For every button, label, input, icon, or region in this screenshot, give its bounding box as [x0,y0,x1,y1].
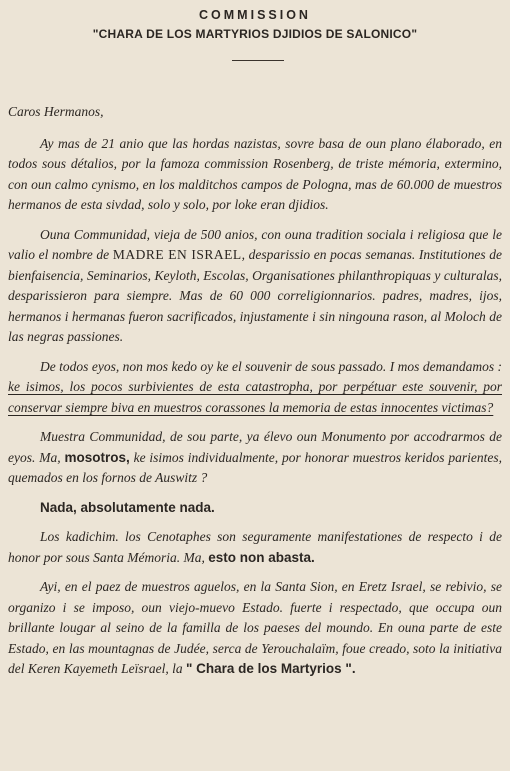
paragraph-4-text-b: ke isimos individualmente, por honorar muestros keridos parientes, quemados en los fornos de Auswitz ? [8,449,503,485]
paragraph-1: Ay mas de 21 anio que las hordas nazistas, sovre basa de oun plano élaborado, en todos sous détalios, por la famoza commission Rosenberg, de triste mémoria, extermino, con oun calmo cynismo, en los malditchos campos de Pologna, mas de 60.000 de muestros hermanos de esta sivdad, solo y solo, por loke eran djidios. [8,135,502,212]
paragraph-6 [8,577,502,680]
header-subtitle: "CHARA DE LOS MARTYRIOS DJIDIOS DE SALONICO" [92,27,418,41]
paragraph-3 [8,357,502,419]
paragraph-3-text-a: De todos eyos, non mos kedo oy ke el souvenir de sous passado. I mos demandamos : [40,358,502,374]
header-title: COMMISSION [199,8,311,22]
paragraph-2 [8,225,502,348]
letter-body [8,102,502,689]
madre-en-israel-text: MADRE EN ISRAEL [112,247,242,262]
paragraph-4 [8,427,502,489]
nada-line [8,498,502,519]
esto-non-abasta-bold: esto non abasta. [208,549,315,565]
chara-bold: " Chara de los Martyrios ". [185,661,356,676]
salutation: Caros Hermanos, [8,104,104,119]
paragraph-4-text-a: Muestra Communidad, de sou parte, ya élevo oun Monumento por accodrarmos de eyos. Ma, [8,429,502,465]
paragraph-5 [8,527,502,568]
nada-text: Nada, absolutamente nada. [40,499,215,515]
paragraph-3-underlined: ke isimos, los pocos surbivientes de esta catastropha, por perpétuar este souvenir, por conservar siempre biva en muestros corassones la memoria de estas innocentes victimas? [8,379,502,415]
header-divider [232,60,284,61]
paragraph-2-text-a: Ouna Communidad, vieja de 500 anios, con ouna tradition sociala i religiosa que le valio el nombre de [8,226,502,262]
mosotros-bold: mosotros, [64,449,130,465]
paragraph-6-text-a: Ayi, en el paez de muestros aguelos, en la Santa Sion, en Eretz Israel, se rebivio, se organizo i se imposo, oun viejo-muevo Estado. fuerte i respectado, que occupa oun brillante lougar al seino de la familla de los paeses del moundo. En ouna parte de este Estado, en las mountagnas de Judée, serca de Yerouchalaïm, foue creado, soto la initiativa del Keren Kayemeth Leïsrael, la [8,579,502,676]
paragraph-2-text-b: , desparissio en pocas semanas. Institutiones de bienfaisencia, Seminarios, Keyloth, Escolas, Organisationes philanthropiquas y culturalas, desparissieron para siempre. Mas de 60 000 correligionnarios. padres, madres, ijos, hermanos i hermanas fueron sacrificados, injustamente i sin ningouna rason, al Moloch de las negras passiones. [8,247,502,344]
paragraph-5-text-a: Los kadichim. los Cenotaphes son seguramente manifestationes de respecto i de honor por sous Santa Mémoria. Ma, [8,529,502,565]
